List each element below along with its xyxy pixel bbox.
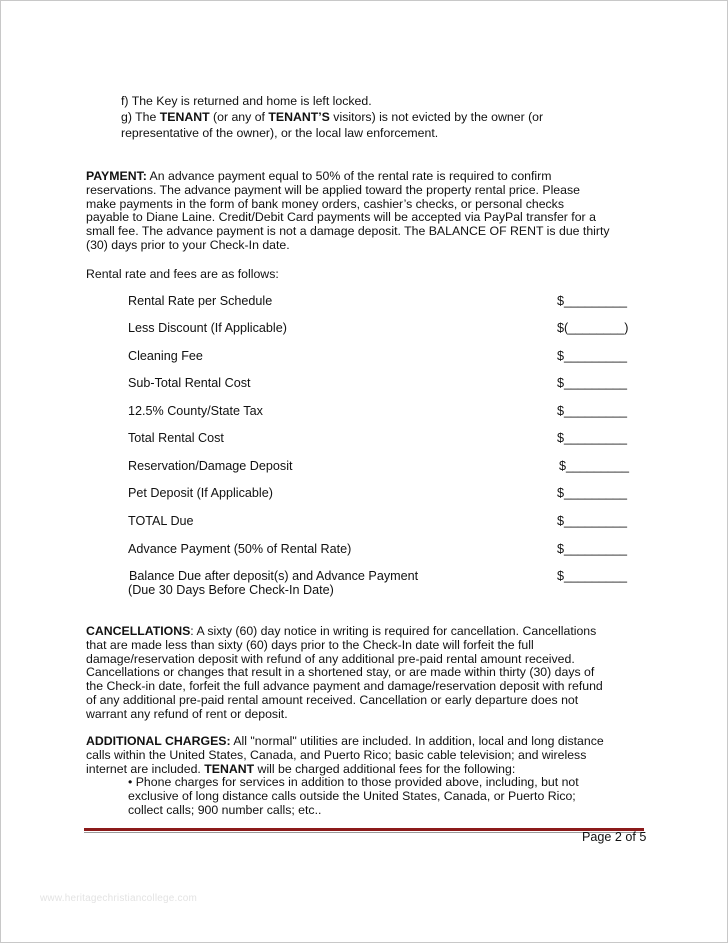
bullet-item: • Phone charges for services in addition to those provided above, including, but not xyxy=(128,775,579,790)
fee-amount: $(________) xyxy=(557,321,629,335)
fee-amount: $_________ xyxy=(559,459,630,473)
fee-amount: $_________ xyxy=(557,486,628,500)
intro-item-g-continued: representative of the owner), or the local law enforcement. xyxy=(121,126,439,140)
payment-paragraph: PAYMENT: An advance payment equal to 50% of the rental rate is required to confirm reservations. The advance payment will be applied toward the property rental price. Please make payments in the form of bank money orders, cashier’s checks, or personal checks payable to Diane Laine. Credit/Debit Card payments will be accepted via PayPal transfer for a small fee. The advance payment is not a damage deposit. The BALANCE OF RENT is due thirty (30) days prior to your Check-In date. xyxy=(86,169,610,252)
fee-amount: $_________ xyxy=(557,376,628,390)
intro-item-f: f) The Key is returned and home is left locked. xyxy=(121,94,372,108)
intro-item-g: g) The TENANT (or any of TENANT’S visitors) is not evicted by the owner (or xyxy=(121,110,544,124)
fee-amount: $_________ xyxy=(557,569,628,583)
fee-amount: $_________ xyxy=(557,431,628,445)
footer-rule xyxy=(84,828,644,831)
fee-label: Sub-Total Rental Cost xyxy=(128,376,251,390)
fee-amount: $_________ xyxy=(557,514,628,528)
rates-intro: Rental rate and fees are as follows: xyxy=(86,267,279,281)
fee-label: Less Discount (If Applicable) xyxy=(128,321,287,335)
fee-label: Total Rental Cost xyxy=(128,431,224,445)
fee-label: Cleaning Fee xyxy=(128,349,203,363)
fee-label: Rental Rate per Schedule xyxy=(128,294,273,308)
watermark: www.heritagechristiancollege.com xyxy=(40,893,198,904)
fee-amount: $_________ xyxy=(557,542,628,556)
fee-label: Reservation/Damage Deposit xyxy=(128,459,293,473)
fee-amount: $_________ xyxy=(557,349,628,363)
fee-label: Balance Due after deposit(s) and Advance Payment xyxy=(129,569,419,583)
page-number: Page 2 of 5 xyxy=(582,830,647,844)
additional-charges-paragraph: ADDITIONAL CHARGES: All "normal" utilities are included. In addition, local and long distance calls within the United States, Canada, and Puerto Rico; basic cable television; and wireless internet are included. TENANT will be charged additional fees for the following: • Phone charges for services in addition to those provided above, including, but not exclusive of long distance calls outside the United States, Canada, or Puerto Rico; collect calls; 900 number calls; etc.. xyxy=(86,735,654,818)
footer-rule-shadow xyxy=(84,832,644,833)
cancellations-paragraph: CANCELLATIONS: A sixty (60) day notice in writing is required for cancellation. Cancellations that are made less than sixty (60) days prior to the Check-In date will forfeit the full damage/reservation deposit with refund of any additional pre-paid rental amount received. Cancellations or changes that result in a shortened stay, or are made within thirty (30) days of the Check-in date, forfeit the full advance payment and damage/reservation deposit with refund of any additional pre-paid rental amount received. Cancellation or early departure does not warrant any refund of rent or deposit. xyxy=(86,624,603,721)
fee-amount: $_________ xyxy=(557,404,628,418)
fee-label: Pet Deposit (If Applicable) xyxy=(128,486,273,500)
additional-charges-heading: ADDITIONAL CHARGES: xyxy=(86,734,231,748)
fee-label: TOTAL Due xyxy=(128,514,194,528)
payment-heading: PAYMENT: xyxy=(86,169,147,183)
fee-amount: $_________ xyxy=(557,294,628,308)
fee-sublabel: (Due 30 Days Before Check-In Date) xyxy=(128,583,334,597)
fee-label: 12.5% County/State Tax xyxy=(128,404,263,418)
fee-label: Advance Payment (50% of Rental Rate) xyxy=(128,542,352,556)
cancellations-heading: CANCELLATIONS xyxy=(86,624,191,638)
